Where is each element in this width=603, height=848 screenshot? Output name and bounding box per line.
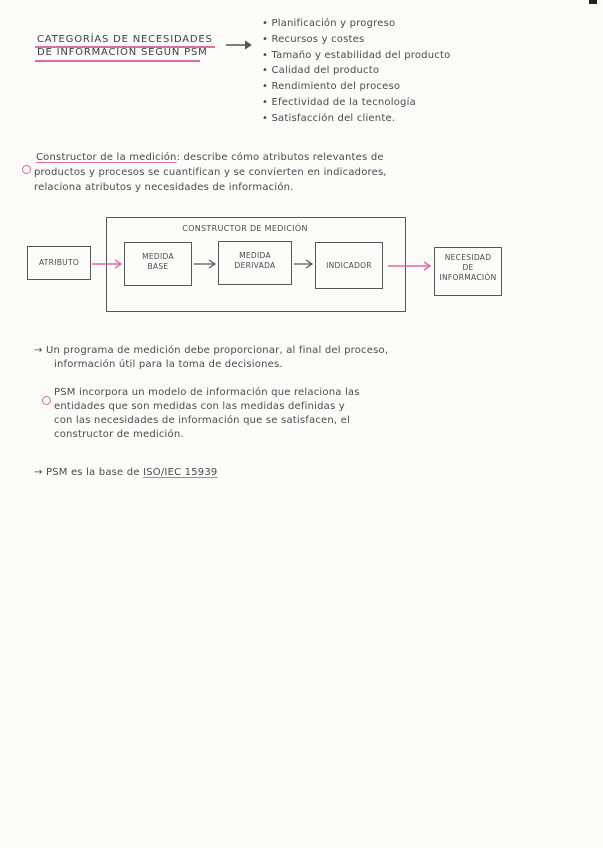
list-item: • Planificación y progreso — [262, 18, 396, 29]
medida-base-label: MEDIDA BASE — [142, 252, 174, 271]
medida-derivada-label: MEDIDA DERIVADA — [234, 251, 276, 270]
note-2 — [44, 386, 360, 442]
title-arrow-icon — [225, 40, 253, 50]
note-2-line-1: PSM incorpora un modelo de información que relaciona las — [54, 387, 360, 398]
note-3 — [34, 466, 217, 480]
note-1-line-1: → Un programa de medición debe proporcionar, al final del proceso, — [34, 345, 389, 356]
necesidad-label: NECESIDAD DE INFORMACIÓN — [439, 253, 497, 282]
title-line-1: CATEGORÍAS DE NECESIDADES — [37, 34, 213, 45]
note-2-line-4: constructor de medición. — [54, 429, 184, 440]
list-item: • Efectividad de la tecnología — [262, 96, 416, 108]
note-3-text: → PSM es la base de — [34, 467, 144, 478]
construct-label: CONSTRUCTOR DE MEDICIÓN — [182, 224, 308, 233]
list-item: • Calidad del producto — [262, 65, 380, 77]
list-item: • Rendimiento del proceso — [262, 81, 401, 93]
list-item: • Satisfacción del cliente. — [262, 112, 396, 124]
pink-bullet-icon — [22, 165, 31, 174]
indicador-label: INDICADOR — [326, 261, 372, 270]
note-1 — [34, 344, 388, 372]
atributo-label: ATRIBUTO — [38, 258, 80, 267]
note-2-line-2: entidades que son medidas con las medidas definidas y — [54, 401, 345, 412]
list-item: • Tamaño y estabilidad del producto — [262, 49, 451, 61]
construct-paragraph — [36, 150, 387, 195]
note-2-line-3: con las necesidades de información que se satisfacen, el — [54, 415, 350, 426]
construct-line-3: relaciona atributos y necesidades de información. — [34, 182, 294, 193]
construct-term: Constructor de la medición — [36, 152, 177, 163]
title-line-2: DE INFORMACIÓN SEGÚN PSM — [37, 47, 208, 58]
title-underline-2 — [35, 60, 200, 62]
construct-line-1: : describe cómo atributos relevantes de — [176, 152, 384, 163]
construct-line-2: productos y procesos se cuantifican y se convierten en indicadores, — [34, 167, 387, 178]
categories-list — [262, 16, 450, 127]
note-1-line-2: información útil para la toma de decisiones. — [54, 359, 283, 370]
list-item: • Recursos y costes — [262, 33, 365, 45]
iso-standard-ref: ISO/IEC 15939 — [143, 467, 218, 478]
page-corner-mark — [589, 0, 597, 4]
title-underline-1 — [35, 46, 215, 48]
